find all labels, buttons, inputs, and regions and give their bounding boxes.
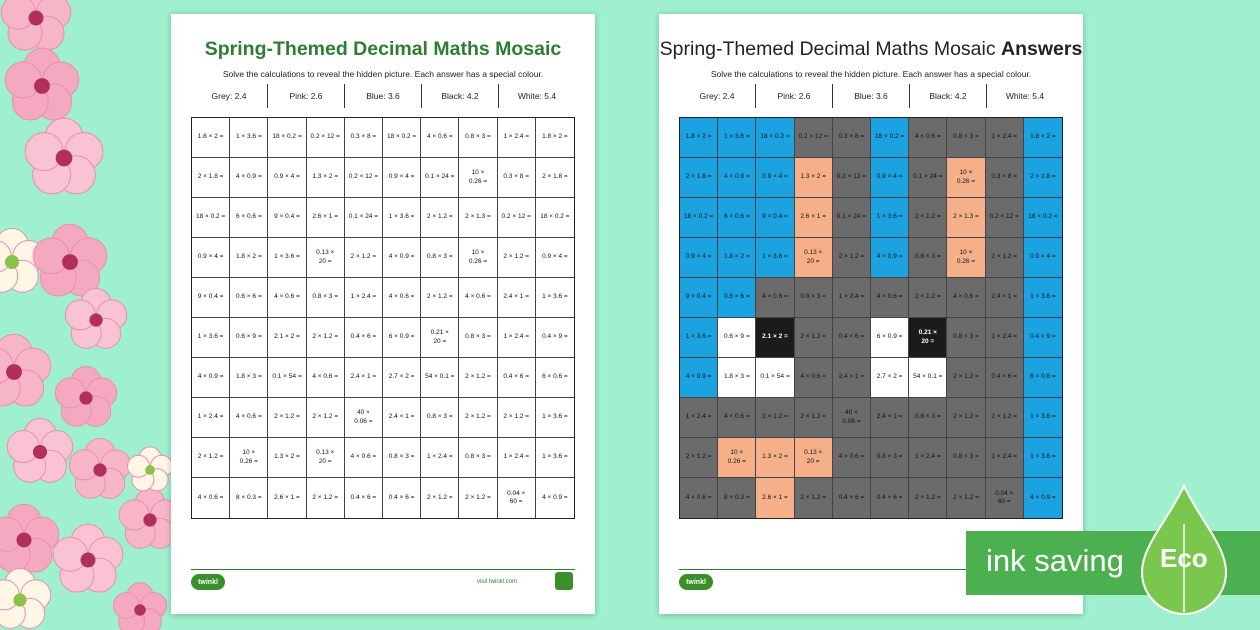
key-black: Black: 4.2 bbox=[421, 84, 498, 108]
grid-cell: 0.9 × 4 = bbox=[1024, 238, 1062, 278]
key-white: White: 5.4 bbox=[986, 84, 1063, 108]
grid-cell: 4 × 0.6 = bbox=[718, 398, 756, 438]
grid-cell: 4 × 0.6 = bbox=[947, 278, 985, 318]
grid-cell: 2 × 1.2 = bbox=[307, 318, 345, 358]
grid-cell: 2.6 × 1 = bbox=[307, 198, 345, 238]
grid-cell: 0.9 × 4 = bbox=[192, 238, 230, 278]
grid-cell: 4 × 0.6 = bbox=[795, 358, 833, 398]
worksheet-page bbox=[171, 14, 595, 614]
grid-cell: 1 × 2.4 = bbox=[345, 278, 383, 318]
blossom-icon bbox=[53, 524, 123, 592]
answers-instructions: Solve the calculations to reveal the hidden picture. Each answer has a special colour. bbox=[710, 69, 1032, 79]
grid-cell: 2 × 1.3 = bbox=[947, 198, 985, 238]
grid-cell: 2 × 1.2 = bbox=[459, 478, 497, 518]
grid-cell: 1 × 2.4 = bbox=[833, 278, 871, 318]
grid-cell: 2.1 × 2 = bbox=[756, 318, 794, 358]
grid-cell: 0.3 × 8 = bbox=[833, 118, 871, 158]
grid-cell: 1 × 3.6 = bbox=[1024, 398, 1062, 438]
grid-cell: 1 × 2.4 = bbox=[986, 318, 1024, 358]
grid-cell: 0.1 × 54 = bbox=[756, 358, 794, 398]
grid-cell: 2 × 1.2 = bbox=[680, 438, 718, 478]
grid-cell: 4 × 0.9 = bbox=[230, 158, 268, 198]
grid-cell: 4 × 0.9 = bbox=[1024, 478, 1062, 518]
blossom-icon bbox=[33, 224, 107, 296]
grid-cell: 10 × 0.26 = bbox=[718, 438, 756, 478]
grid-cell: 1.8 × 2 = bbox=[718, 238, 756, 278]
grid-cell: 0.4 × 6 = bbox=[345, 318, 383, 358]
worksheet-instructions: Solve the calculations to reveal the hidden picture. Each answer has a special colour. bbox=[222, 69, 544, 79]
answers-title-main: Spring-Themed Decimal Maths Mosaic bbox=[659, 38, 996, 60]
quality-badge-icon bbox=[555, 572, 573, 590]
grid-cell: 1.8 × 3 = bbox=[718, 358, 756, 398]
grid-cell: 0.2 × 12 = bbox=[986, 198, 1024, 238]
grid-cell: 2 × 1.8 = bbox=[536, 158, 574, 198]
grid-cell: 6 × 0.6 = bbox=[718, 198, 756, 238]
grid-cell: 2.6 × 1 = bbox=[268, 478, 306, 518]
grid-cell: 0.04 × 60 = bbox=[986, 478, 1024, 518]
grid-cell: 2.4 × 1 = bbox=[871, 398, 909, 438]
grid-cell: 4 × 0.9 = bbox=[192, 358, 230, 398]
grid-cell: 1 × 3.6 = bbox=[268, 238, 306, 278]
key-black: Black: 4.2 bbox=[909, 84, 986, 108]
grid-cell: 1.8 × 2 = bbox=[536, 118, 574, 158]
grid-cell: 0.8 × 3 = bbox=[307, 278, 345, 318]
grid-cell: 1 × 2.4 = bbox=[909, 438, 947, 478]
grid-cell: 2 × 1.2 = bbox=[421, 278, 459, 318]
grid-cell: 0.8 × 3 = bbox=[383, 438, 421, 478]
grid-cell: 4 × 0.9 = bbox=[871, 238, 909, 278]
grid-cell: 6 × 0.9 = bbox=[383, 318, 421, 358]
footer-url: visit twinkl.com bbox=[477, 579, 518, 585]
grid-cell: 2.6 × 1 = bbox=[756, 478, 794, 518]
grid-cell: 18 × 0.2 = bbox=[1024, 198, 1062, 238]
grid-cell: 40 × 0.06 = bbox=[345, 398, 383, 438]
grid-cell: 1 × 3.6 = bbox=[383, 198, 421, 238]
grid-cell: 1.8 × 2 = bbox=[1024, 118, 1062, 158]
grid-cell: 1 × 2.4 = bbox=[192, 398, 230, 438]
grid-cell: 0.21 × 20 = bbox=[909, 318, 947, 358]
key-white: White: 5.4 bbox=[498, 84, 575, 108]
grid-cell: 0.8 × 3 = bbox=[909, 238, 947, 278]
grid-cell: 0.2 × 12 = bbox=[795, 118, 833, 158]
grid-cell: 18 × 0.2 = bbox=[268, 118, 306, 158]
blossom-icon bbox=[113, 583, 166, 630]
grid-cell: 2 × 1.8 = bbox=[680, 158, 718, 198]
colour-key bbox=[191, 84, 575, 108]
worksheet-title: Spring-Themed Decimal Maths Mosaic bbox=[204, 38, 562, 60]
grid-cell: 0.9 × 4 = bbox=[536, 238, 574, 278]
answers-title bbox=[659, 38, 1083, 61]
grid-cell: 0.9 × 4 = bbox=[680, 238, 718, 278]
grid-cell: 0.21 × 20 = bbox=[421, 318, 459, 358]
twinkl-logo: twinkl bbox=[679, 574, 713, 590]
grid-cell: 2 × 1.2 = bbox=[345, 238, 383, 278]
grid-cell: 6 × 0.6 = bbox=[536, 358, 574, 398]
grid-cell: 2 × 1.2 = bbox=[833, 238, 871, 278]
blossom-icon bbox=[127, 447, 172, 491]
grid-cell: 2 × 1.2 = bbox=[307, 478, 345, 518]
grid-cell: 0.13 × 20 = bbox=[307, 438, 345, 478]
grid-cell: 2 × 1.2 = bbox=[459, 358, 497, 398]
grid-cell: 0.4 × 6 = bbox=[383, 478, 421, 518]
grid-cell: 1 × 2.4 = bbox=[498, 438, 536, 478]
grid-cell: 0.4 × 6 = bbox=[833, 318, 871, 358]
grid-cell: 2.7 × 2 = bbox=[871, 358, 909, 398]
grid-cell: 4 × 0.6 = bbox=[756, 278, 794, 318]
grid-cell: 9 × 0.4 = bbox=[756, 198, 794, 238]
grid-cell: 2.7 × 2 = bbox=[383, 358, 421, 398]
grid-cell: 1.3 × 2 = bbox=[307, 158, 345, 198]
blossom-icon bbox=[65, 289, 126, 349]
grid-cell: 2 × 1.2 = bbox=[986, 238, 1024, 278]
grid-cell: 10 × 0.26 = bbox=[947, 158, 985, 198]
grid-cell: 54 × 0.1 = bbox=[909, 358, 947, 398]
grid-cell: 8 × 0.3 = bbox=[718, 478, 756, 518]
grid-cell: 0.1 × 24 = bbox=[345, 198, 383, 238]
grid-cell: 0.6 × 9 = bbox=[718, 318, 756, 358]
blossom-icon bbox=[1, 0, 71, 50]
grid-cell: 0.8 × 3 = bbox=[947, 318, 985, 358]
grid-cell: 0.4 × 6 = bbox=[871, 478, 909, 518]
key-blue: Blue: 3.6 bbox=[832, 84, 909, 108]
grid-cell: 40 × 0.06 = bbox=[833, 398, 871, 438]
grid-cell: 2 × 1.2 = bbox=[268, 398, 306, 438]
grid-cell: 0.4 × 6 = bbox=[345, 478, 383, 518]
grid-cell: 8 × 0.3 = bbox=[230, 478, 268, 518]
grid-cell: 2 × 1.3 = bbox=[459, 198, 497, 238]
grid-cell: 2 × 1.8 = bbox=[1024, 158, 1062, 198]
grid-cell: 2.4 × 1 = bbox=[345, 358, 383, 398]
grid-cell: 1 × 3.6 = bbox=[230, 118, 268, 158]
grid-cell: 6 × 0.6 = bbox=[230, 198, 268, 238]
grid-cell: 1 × 3.6 = bbox=[536, 438, 574, 478]
grid-cell: 0.8 × 3 = bbox=[459, 438, 497, 478]
grid-cell: 0.9 × 4 = bbox=[871, 158, 909, 198]
grid-cell: 0.13 × 20 = bbox=[795, 438, 833, 478]
grid-cell: 2.4 × 1 = bbox=[986, 278, 1024, 318]
colour-key bbox=[679, 84, 1063, 108]
grid-cell: 10 × 0.26 = bbox=[230, 438, 268, 478]
grid-cell: 2.4 × 1 = bbox=[383, 398, 421, 438]
grid-cell: 0.2 × 12 = bbox=[345, 158, 383, 198]
grid-cell: 0.4 × 6 = bbox=[986, 358, 1024, 398]
grid-cell: 0.8 × 3 = bbox=[459, 318, 497, 358]
grid-cell: 1.8 × 3 = bbox=[230, 358, 268, 398]
grid-cell: 2 × 1.2 = bbox=[947, 398, 985, 438]
grid-cell: 4 × 0.9 = bbox=[680, 358, 718, 398]
grid-cell: 4 × 0.6 = bbox=[909, 118, 947, 158]
grid-cell: 1 × 2.4 = bbox=[421, 438, 459, 478]
grid-cell: 2 × 1.2 = bbox=[795, 318, 833, 358]
grid-cell: 1 × 3.6 = bbox=[680, 318, 718, 358]
grid-cell: 18 × 0.2 = bbox=[756, 118, 794, 158]
grid-cell: 18 × 0.2 = bbox=[536, 198, 574, 238]
grid-cell: 1.8 × 2 = bbox=[680, 118, 718, 158]
grid-cell: 0.9 × 4 = bbox=[756, 158, 794, 198]
grid-cell: 4 × 0.6 = bbox=[459, 278, 497, 318]
answers-title-accent: Answers bbox=[1001, 38, 1083, 60]
blossom-icon bbox=[69, 439, 130, 499]
grid-cell: 0.13 × 20 = bbox=[307, 238, 345, 278]
grid-cell: 2 × 1.2 = bbox=[947, 478, 985, 518]
grid-cell: 1 × 3.6 = bbox=[536, 278, 574, 318]
grid-cell: 1.8 × 2 = bbox=[192, 118, 230, 158]
grid-cell: 2 × 1.2 = bbox=[947, 358, 985, 398]
grid-cell: 2.1 × 2 = bbox=[268, 318, 306, 358]
grid-cell: 0.4 × 9 = bbox=[1024, 318, 1062, 358]
grid-cell: 2.6 × 1 = bbox=[795, 198, 833, 238]
grid-cell: 4 × 0.6 = bbox=[833, 438, 871, 478]
grid-cell: 0.8 × 3 = bbox=[421, 238, 459, 278]
key-pink: Pink: 2.6 bbox=[755, 84, 832, 108]
grid-cell: 0.8 × 3 = bbox=[947, 118, 985, 158]
grid-cell: 2 × 1.8 = bbox=[192, 158, 230, 198]
grid-cell: 0.4 × 6 = bbox=[498, 358, 536, 398]
grid-cell: 0.04 × 60 = bbox=[498, 478, 536, 518]
key-pink: Pink: 2.6 bbox=[267, 84, 344, 108]
eco-label: Eco bbox=[1160, 543, 1208, 573]
grid-cell: 2 × 1.2 = bbox=[909, 478, 947, 518]
grid-cell: 0.8 × 3 = bbox=[871, 438, 909, 478]
twinkl-logo: twinkl bbox=[191, 574, 225, 590]
grid-cell: 4 × 0.6 = bbox=[680, 478, 718, 518]
grid-cell: 2 × 1.2 = bbox=[756, 398, 794, 438]
grid-cell: 4 × 0.6 = bbox=[230, 398, 268, 438]
grid-cell: 0.2 × 12 = bbox=[307, 118, 345, 158]
answers-page bbox=[659, 14, 1083, 614]
blossom-icon bbox=[55, 367, 116, 427]
grid-cell: 18 × 0.2 = bbox=[680, 198, 718, 238]
grid-cell: 1.8 × 2 = bbox=[230, 238, 268, 278]
grid-cell: 1 × 2.4 = bbox=[498, 318, 536, 358]
grid-cell: 0.8 × 3 = bbox=[459, 118, 497, 158]
grid-cell: 0.1 × 54 = bbox=[268, 358, 306, 398]
grid-cell: 4 × 0.6 = bbox=[192, 478, 230, 518]
grid-cell: 18 × 0.2 = bbox=[383, 118, 421, 158]
grid-cell: 1.3 × 2 = bbox=[756, 438, 794, 478]
grid-cell: 1 × 2.4 = bbox=[498, 118, 536, 158]
grid-cell: 6 × 0.9 = bbox=[871, 318, 909, 358]
grid-cell: 10 × 0.26 = bbox=[947, 238, 985, 278]
grid-cell: 10 × 0.26 = bbox=[459, 158, 497, 198]
grid-cell: 0.3 × 8 = bbox=[345, 118, 383, 158]
grid-cell: 2 × 1.2 = bbox=[498, 398, 536, 438]
grid-cell: 2 × 1.2 = bbox=[498, 238, 536, 278]
key-grey: Grey: 2.4 bbox=[211, 91, 247, 101]
grid-cell: 4 × 0.9 = bbox=[383, 238, 421, 278]
grid-cell: 2 × 1.2 = bbox=[421, 198, 459, 238]
grid-cell: 0.6 × 9 = bbox=[230, 318, 268, 358]
grid-cell: 0.9 × 4 = bbox=[383, 158, 421, 198]
grid-cell: 1 × 3.6 = bbox=[756, 238, 794, 278]
grid-cell: 2 × 1.2 = bbox=[986, 398, 1024, 438]
grid-cell: 18 × 0.2 = bbox=[192, 198, 230, 238]
grid-cell: 0.8 × 3 = bbox=[795, 278, 833, 318]
grid-cell: 2 × 1.2 = bbox=[795, 398, 833, 438]
grid-cell: 4 × 0.6 = bbox=[871, 278, 909, 318]
grid-cell: 0.8 × 3 = bbox=[421, 398, 459, 438]
blossom-icon bbox=[0, 569, 51, 629]
grid-cell: 1.3 × 2 = bbox=[268, 438, 306, 478]
grid-cell: 9 × 0.4 = bbox=[192, 278, 230, 318]
grid-cell: 10 × 0.26 = bbox=[459, 238, 497, 278]
grid-cell: 6 × 0.6 = bbox=[1024, 358, 1062, 398]
grid-cell: 0.1 × 24 = bbox=[833, 198, 871, 238]
grid-cell: 0.9 × 4 = bbox=[268, 158, 306, 198]
grid-cell: 4 × 0.6 = bbox=[383, 278, 421, 318]
grid-cell: 0.1 × 24 = bbox=[421, 158, 459, 198]
answer-mosaic-grid bbox=[679, 117, 1063, 519]
mosaic-grid bbox=[191, 117, 575, 519]
grid-cell: 0.2 × 12 = bbox=[833, 158, 871, 198]
key-blue: Blue: 3.6 bbox=[344, 84, 421, 108]
grid-cell: 4 × 0.9 = bbox=[542, 493, 568, 501]
blossom-icon bbox=[7, 418, 72, 482]
grid-cell: 9 × 0.4 = bbox=[268, 198, 306, 238]
grid-cell: 2 × 1.2 = bbox=[421, 478, 459, 518]
blossom-icon bbox=[0, 334, 51, 406]
grid-cell: 4 × 0.6 = bbox=[345, 438, 383, 478]
grid-cell: 0.6 × 6 = bbox=[718, 278, 756, 318]
ink-saving-label: ink saving bbox=[986, 543, 1124, 578]
grid-cell: 0.2 × 12 = bbox=[498, 198, 536, 238]
grid-cell: 18 × 0.2 = bbox=[871, 118, 909, 158]
grid-cell: 1.3 × 2 = bbox=[795, 158, 833, 198]
grid-cell: 1 × 3.6 = bbox=[1024, 278, 1062, 318]
grid-cell: 1 × 3.6 = bbox=[718, 118, 756, 158]
grid-cell: 1 × 2.4 = bbox=[986, 438, 1024, 478]
grid-cell: 2 × 1.2 = bbox=[795, 478, 833, 518]
grid-cell: 0.3 × 8 = bbox=[498, 158, 536, 198]
grid-cell: 0.3 × 8 = bbox=[986, 158, 1024, 198]
grid-cell: 4 × 0.6 = bbox=[307, 358, 345, 398]
key-grey: Grey: 2.4 bbox=[699, 91, 735, 101]
grid-cell: 0.1 × 24 = bbox=[909, 158, 947, 198]
grid-cell: 0.4 × 6 = bbox=[833, 478, 871, 518]
blossom-icon bbox=[5, 48, 79, 120]
grid-cell: 2.4 × 1 = bbox=[498, 278, 536, 318]
grid-cell: 4 × 0.6 = bbox=[268, 278, 306, 318]
grid-cell: 1 × 3.6 = bbox=[1024, 438, 1062, 478]
grid-cell: 2 × 1.2 = bbox=[307, 398, 345, 438]
grid-cell: 1 × 2.4 = bbox=[680, 398, 718, 438]
grid-cell: 4 × 0.9 = bbox=[718, 158, 756, 198]
grid-cell: 1 × 2.4 = bbox=[986, 118, 1024, 158]
grid-cell: 9 × 0.4 = bbox=[680, 278, 718, 318]
grid-cell: 2 × 1.2 = bbox=[192, 438, 230, 478]
grid-cell: 0.8 × 3 = bbox=[909, 398, 947, 438]
grid-cell: 2 × 1.2 = bbox=[909, 278, 947, 318]
grid-cell: 0.13 × 20 = bbox=[795, 238, 833, 278]
grid-cell: 2.4 × 1 = bbox=[833, 358, 871, 398]
grid-cell: 0.4 × 9 = bbox=[536, 318, 574, 358]
grid-cell: 2 × 1.2 = bbox=[459, 398, 497, 438]
blossom-icon bbox=[0, 504, 59, 572]
blossom-icon bbox=[25, 118, 103, 194]
grid-cell: 0.8 × 3 = bbox=[947, 438, 985, 478]
grid-cell: 4 × 0.6 = bbox=[421, 118, 459, 158]
grid-cell: 0.6 × 6 = bbox=[230, 278, 268, 318]
grid-cell: 54 × 0.1 = bbox=[421, 358, 459, 398]
grid-cell: 2 × 1.2 = bbox=[909, 198, 947, 238]
grid-cell: 1 × 3.6 = bbox=[192, 318, 230, 358]
flower-border bbox=[0, 0, 200, 630]
grid-cell: 1 × 3.6 = bbox=[536, 398, 574, 438]
footer-divider bbox=[191, 569, 575, 570]
grid-cell: 1 × 3.6 = bbox=[871, 198, 909, 238]
